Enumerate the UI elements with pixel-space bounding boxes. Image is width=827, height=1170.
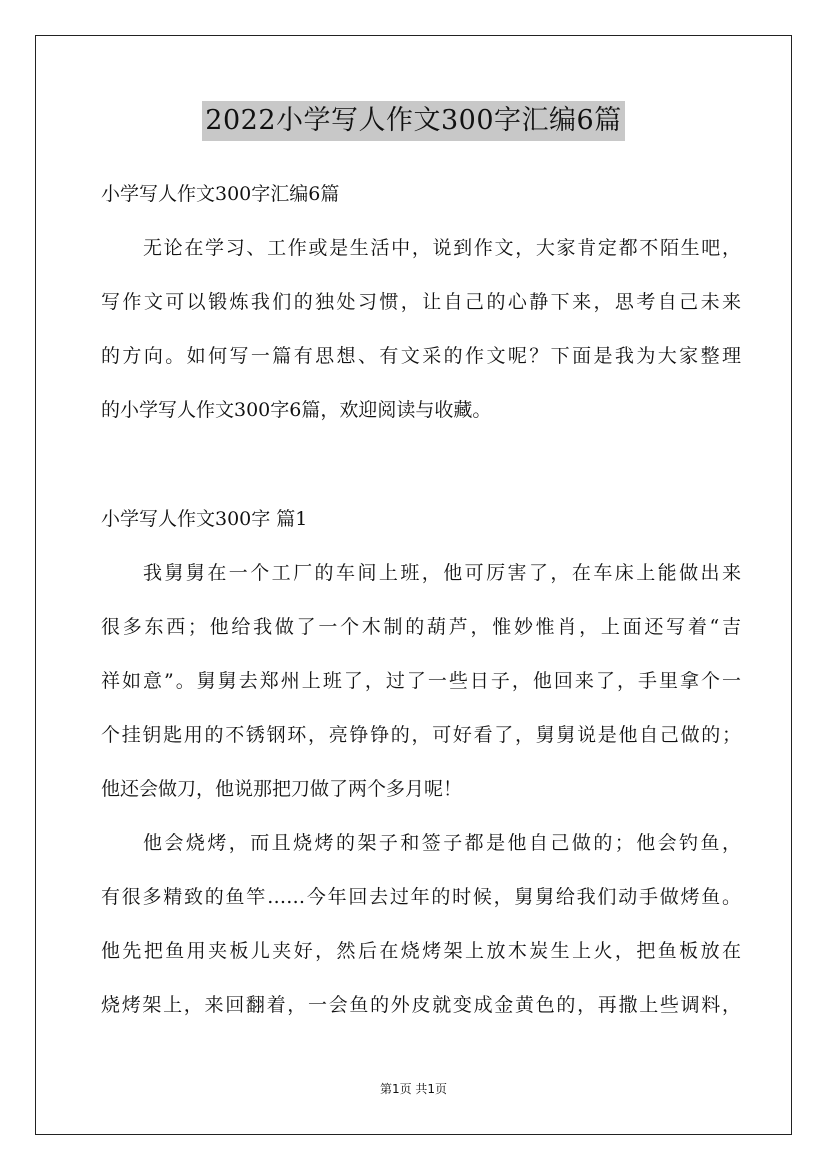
paragraph1-line-2: 很多东西；他给我做了一个木制的葫芦，惟妙惟肖，上面还写着“吉 (101, 616, 741, 638)
intro-line-3: 的方向。如何写一篇有思想、有文采的作文呢？下面是我为大家整理 (101, 345, 741, 367)
intro-line-1: 无论在学习、工作或是生活中，说到作文，大家肯定都不陌生吧， (143, 237, 741, 259)
paragraph1-line-5: 他还会做刀，他说那把刀做了两个多月呢！ (101, 778, 463, 800)
paragraph2-line-3: 他先把鱼用夹板儿夹好，然后在烧烤架上放木炭生上火，把鱼板放在 (101, 940, 741, 962)
paragraph2-line-4: 烧烤架上，来回翻着，一会鱼的外皮就变成金黄色的，再撒上些调料， (101, 994, 741, 1016)
document-subtitle: 小学写人作文300字汇编6篇 (101, 183, 340, 205)
intro-line-2: 写作文可以锻炼我们的独处习惯，让自己的心静下来，思考自己未来 (101, 291, 741, 313)
section-heading: 小学写人作文300字 篇1 (101, 508, 308, 530)
document-title: 2022小学写人作文300字汇编6篇 (202, 101, 624, 141)
paragraph2-line-2: 有很多精致的鱼竿……今年回去过年的时候，舅舅给我们动手做烤鱼。 (101, 886, 741, 908)
page-number: 第1页 共1页 (379, 1082, 448, 1096)
intro-line-4: 的小学写人作文300字6篇，欢迎阅读与收藏。 (101, 399, 492, 421)
paragraph1-line-3: 祥如意”。舅舅去郑州上班了，过了一些日子，他回来了，手里拿个一 (101, 670, 741, 692)
title-container (0, 101, 827, 141)
paragraph1-line-1: 我舅舅在一个工厂的车间上班，他可厉害了，在车床上能做出来 (143, 562, 741, 584)
paragraph1-line-4: 个挂钥匙用的不锈钢环，亮铮铮的，可好看了，舅舅说是他自己做的； (101, 724, 741, 746)
paragraph2-line-1: 他会烧烤，而且烧烤的架子和签子都是他自己做的；他会钓鱼， (143, 832, 741, 854)
page-footer (0, 1081, 827, 1097)
